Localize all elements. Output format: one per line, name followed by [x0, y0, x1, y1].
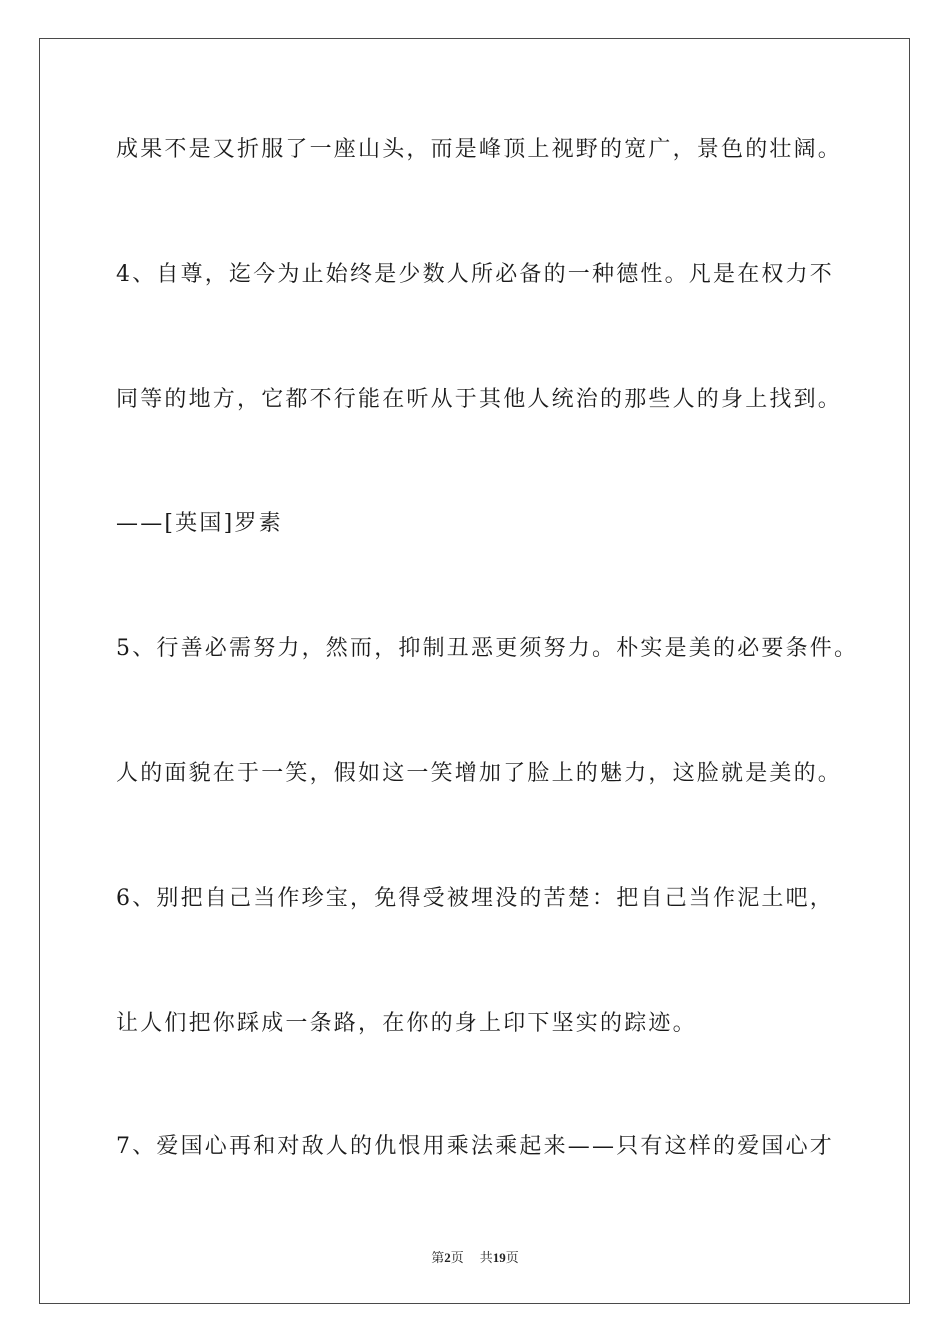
text-line-9: 7、爱国心再和对敌人的仇恨用乘法乘起来——只有这样的爱国心才: [116, 1134, 834, 1159]
page-prefix: 第: [431, 1250, 445, 1265]
text-line-1: 成果不是又折服了一座山头，而是峰顶上视野的宽广，景色的壮阔。: [116, 137, 843, 162]
page-number: 2: [444, 1250, 451, 1265]
text-line-7: 6、别把自己当作珍宝，免得受被埋没的苦楚：把自己当作泥土吧，: [116, 886, 834, 911]
text-line-8: 让人们把你踩成一条路，在你的身上印下坚实的踪迹。: [116, 1011, 697, 1036]
total-suffix: 页: [505, 1250, 519, 1265]
text-line-2: 4、自尊，迄今为止始终是少数人所必备的一种德性。凡是在权力不: [116, 262, 834, 287]
attribution-line: ——[英国]罗素: [116, 511, 283, 536]
text-line-6: 人的面貌在于一笑，假如这一笑增加了脸上的魅力，这脸就是美的。: [116, 761, 843, 786]
text-line-5: 5、行善必需努力，然而，抑制丑恶更须努力。朴实是美的必要条件。: [116, 636, 859, 661]
total-prefix: 共: [479, 1250, 493, 1265]
text-line-3: 同等的地方，它都不行能在听从于其他人统治的那些人的身上找到。: [116, 387, 843, 412]
page-border: [39, 38, 910, 1304]
page-footer: [0, 1247, 950, 1266]
page-suffix: 页: [450, 1250, 464, 1265]
total-pages: 19: [492, 1250, 506, 1265]
